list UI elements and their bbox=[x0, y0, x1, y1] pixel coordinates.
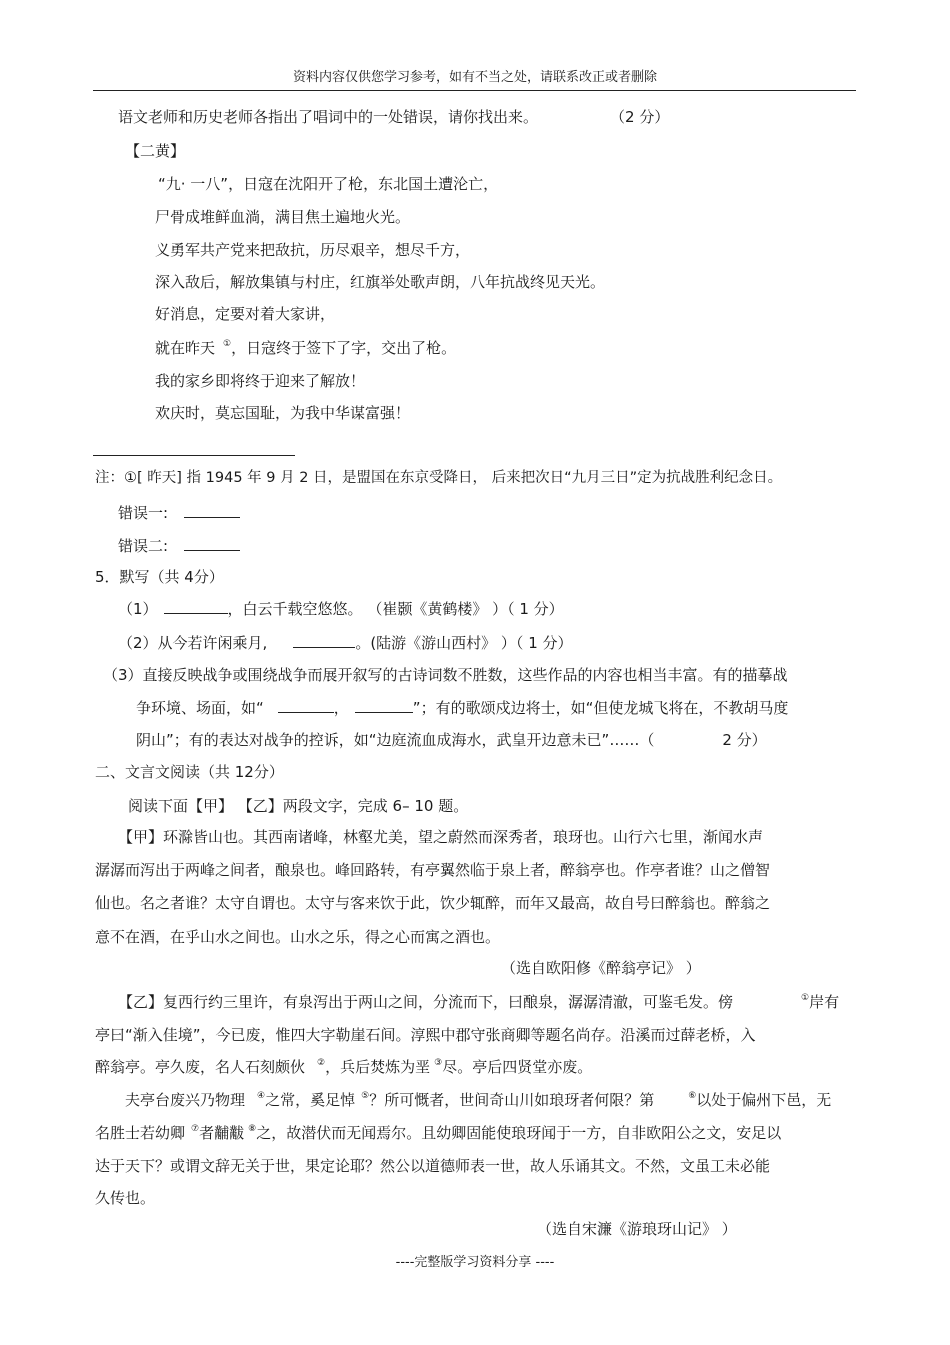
error-one-row bbox=[118, 502, 240, 523]
error-two-label: 错误二: bbox=[118, 537, 169, 555]
q5-item-3-blank-1[interactable] bbox=[278, 697, 334, 713]
footnote: 注：①[ 昨天] 指 1945 年 9 月 2 日，是盟国在东京受降日， 后来把次日“九月三日”定为抗战胜利纪念日。 bbox=[95, 470, 783, 486]
q5-item-1-blank[interactable] bbox=[164, 598, 228, 614]
error-two-row bbox=[118, 535, 240, 556]
jia-passage-line: 【甲】环滁皆山也。其西南诸峰，林壑尤美，望之蔚然而深秀者，琅玡也。山行六七里，渐闻水声 bbox=[118, 828, 764, 846]
lyric-line: 我的家乡即将终于迎来了解放！ bbox=[155, 372, 366, 390]
lyric-text: ，日寇终于签下了字，交出了枪。 bbox=[231, 339, 457, 357]
lyric-line: 义勇军共产党来把敌抗，历尽艰辛，想尽千方， bbox=[155, 241, 471, 259]
item-number: （1） bbox=[118, 600, 158, 618]
passage-text: 者黼黻 bbox=[199, 1124, 245, 1142]
yi-passage-line bbox=[125, 1090, 831, 1113]
lyric-line: 深入敌后，解放集镇与村庄，红旗举处歌声朗，八年抗战终见天光。 bbox=[155, 273, 606, 291]
footnote-mark: ① bbox=[223, 339, 232, 349]
q5-item-3-blank-2[interactable] bbox=[355, 697, 413, 713]
item-score: 2 分） bbox=[722, 731, 767, 749]
q4-prompt-text: 语文老师和历史老师各指出了唱词中的一处错误，请你找出来。 bbox=[118, 108, 539, 126]
page-footer: ----完整版学习资料分享 ---- bbox=[395, 1255, 555, 1270]
yi-passage-line: 亭曰“渐入佳境”，今已废，惟四大字勒崖石间。淳熙中郡守张商卿等题名尚存。沿溪而过薛老桥，入 bbox=[95, 1026, 756, 1044]
q5-item-3-line-2 bbox=[136, 697, 788, 718]
jia-passage-line: 潺潺而泻出于两峰之间者，酿泉也。峰回路转，有亭翼然临于泉上者，醉翁亭也。作亭者谁？山之僧智 bbox=[95, 861, 771, 879]
error-two-blank[interactable] bbox=[184, 535, 240, 551]
lyric-text: 就在昨天 bbox=[155, 339, 216, 357]
q5-item-1 bbox=[118, 598, 564, 619]
passage-text: 醉翁亭。亭久废，名人石刻颇伙 bbox=[95, 1058, 306, 1076]
yi-passage-line: 达于天下？或谓文辞无关于世，果定论耶？然公以道德师表一世，故人乐诵其文。不然，文虽工未必能 bbox=[95, 1157, 771, 1175]
passage-text: ，兵后焚炼为垩 bbox=[325, 1058, 431, 1076]
passage-text: 夫亭台废兴乃物理 bbox=[125, 1091, 246, 1109]
yi-passage-line bbox=[95, 1123, 781, 1146]
lyric-line: 欢庆时，莫忘国耻，为我中华谋富强！ bbox=[155, 404, 411, 422]
header-divider bbox=[93, 90, 856, 91]
passage-text: 之常，奚足悼 bbox=[265, 1091, 356, 1109]
q5-item-2-blank[interactable] bbox=[293, 632, 355, 648]
footnote-mark: ② bbox=[317, 1058, 326, 1068]
error-one-label: 错误一: bbox=[118, 504, 169, 522]
section-2-title: 二、文言文阅读（共 12分） bbox=[95, 763, 284, 781]
section-2-instruction: 阅读下面【甲】 【乙】两段文字，完成 6– 10 题。 bbox=[128, 797, 469, 815]
passage-text: 岸有 bbox=[809, 993, 840, 1011]
footnote-mark: ④ bbox=[257, 1091, 266, 1101]
jia-source: （选自欧阳修《醉翁亭记》 ） bbox=[501, 959, 701, 977]
item-text: ， bbox=[333, 699, 349, 717]
footnote-mark: ① bbox=[801, 993, 810, 1003]
footnote-mark: ⑥ bbox=[688, 1091, 697, 1101]
footnote-mark: ⑧ bbox=[248, 1124, 257, 1134]
yi-passage-line bbox=[118, 992, 839, 1015]
q4-score: （2 分） bbox=[610, 108, 670, 126]
lyric-line-with-note bbox=[155, 338, 456, 361]
error-one-blank[interactable] bbox=[184, 502, 240, 518]
item-text: （2）从今若许闲乘月, bbox=[118, 634, 268, 652]
footnote-divider bbox=[93, 455, 295, 456]
passage-text: 之，故潜伏而无闻焉尔。且幼卿固能使琅玡闻于一方，自非欧阳公之文，安足以 bbox=[256, 1124, 782, 1142]
passage-text: 以处于偏州下邑，无 bbox=[696, 1091, 832, 1109]
item-text: 争环境、场面，如“ bbox=[136, 699, 264, 717]
item-text: ”；有的歌颂戍边将士，如“但使龙城飞将在，不教胡马度 bbox=[412, 699, 789, 717]
footnote-mark: ③ bbox=[434, 1058, 443, 1068]
q5-title: 5．默写（共 4分） bbox=[95, 568, 224, 586]
footnote-mark: ⑤ bbox=[361, 1091, 370, 1101]
yi-passage-line: 久传也。 bbox=[95, 1189, 156, 1207]
passage-text: 【乙】复西行约三里许，有泉泻出于两山之间，分流而下，曰酿泉，潺潺清澈，可鉴毛发。傍 bbox=[118, 993, 734, 1011]
lyric-line: 尸骨成堆鲜血淌，满目焦土遍地火光。 bbox=[155, 208, 411, 226]
q5-item-3-line-3 bbox=[136, 730, 767, 750]
passage-text: 尽。亭后四贤堂亦废。 bbox=[442, 1058, 593, 1076]
item-text: 阴山”；有的表达对战争的控诉，如“边庭流血成海水，武皇开边意未已”……（ bbox=[136, 731, 655, 749]
yi-source: （选自宋濂《游琅玡山记》 ） bbox=[537, 1220, 737, 1238]
aria-title: 【二黄】 bbox=[125, 142, 186, 160]
lyric-line: “九· 一八”，日寇在沈阳开了枪，东北国土遭沦亡， bbox=[158, 175, 499, 193]
jia-passage-line: 仙也。名之者谁？太守自谓也。太守与客来饮于此，饮少辄醉，而年又最高，故自号曰醉翁也。醉翁之 bbox=[95, 894, 771, 912]
q5-item-2 bbox=[118, 632, 573, 653]
lyric-line: 好消息，定要对着大家讲， bbox=[155, 305, 336, 323]
item-text: 。(陆游《游山西村》 ）（ 1 分） bbox=[355, 634, 573, 652]
q4-prompt bbox=[118, 107, 669, 127]
footnote-mark: ⑦ bbox=[191, 1124, 200, 1134]
jia-passage-line: 意不在酒，在乎山水之间也。山水之乐，得之心而寓之酒也。 bbox=[95, 928, 501, 946]
passage-text: 名胜士若幼卿 bbox=[95, 1124, 186, 1142]
passage-text: ？所可慨者，世间奇山川如琅玡者何限？第 bbox=[369, 1091, 655, 1109]
q5-item-3-line-1: （3）直接反映战争或围绕战争而展开叙写的古诗词数不胜数，这些作品的内容也相当丰富。有的描摹战 bbox=[103, 666, 788, 684]
item-text: ，白云千载空悠悠。 （崔颢《黄鹤楼》 ）（ 1 分） bbox=[227, 600, 564, 618]
page-header: 资料内容仅供您学习参考，如有不当之处，请联系改正或者删除 bbox=[292, 70, 657, 85]
yi-passage-line bbox=[95, 1057, 592, 1080]
